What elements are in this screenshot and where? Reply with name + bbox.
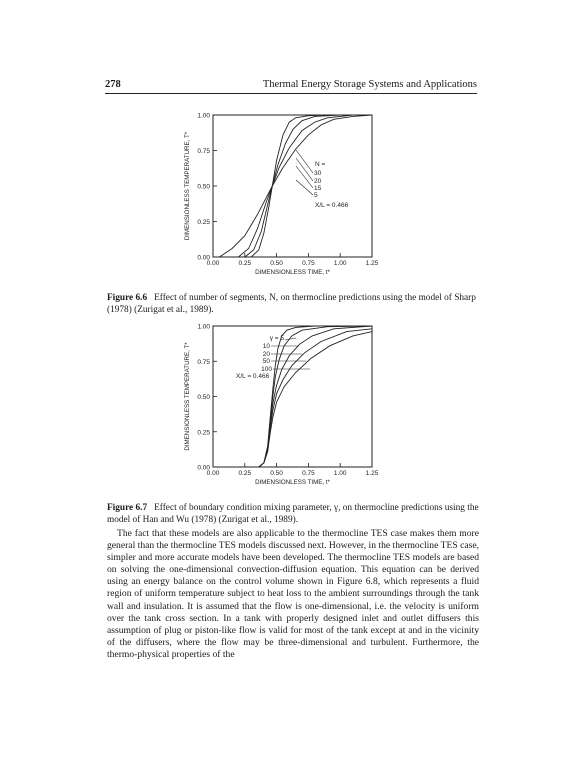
x-tick-label: 0.25 <box>238 470 252 477</box>
series-line-20 <box>213 326 372 467</box>
series-label: 100 <box>261 366 272 373</box>
series-label: 15 <box>314 185 322 192</box>
series-label: 10 <box>262 343 270 350</box>
body-text: The fact that these models are also applicable to the thermocline TES case makes them more general than the thermocline TES models discussed next. However, in the thermocline TES case, simpler and more accurate models have been developed. The thermocline TES models are based on solving the one-dimensional convection-diffusion equation. This equation can be derived using an energy balance on the control volume shown in Figure 6.8, which represents a fluid region of uniform temperature subject to heat loss to the ambient surroundings through the tank wall and insulation. It is assumed that the flow is one-dimensional, i.e. the velocity is uniform over the tank cross section. In a tank with properly designed inlet and outlet diffusers this assumption of plug or piston-like flow is valid for most of the tank except at and in the vicinity of the diffusers, where the flow may be three-dimensional and turbulent. Furthermore, the thermo-physical properties of the <box>107 528 479 660</box>
series-label: 5 <box>314 192 318 199</box>
x-tick-label: 1.25 <box>365 260 379 267</box>
x-tick-label: 1.00 <box>333 260 347 267</box>
running-title: Thermal Energy Storage Systems and Applications <box>262 79 477 90</box>
annotation-note: X/L = 0.466 <box>315 202 349 209</box>
annotation-title: N = <box>315 161 326 168</box>
series-line-5 <box>213 326 372 467</box>
y-tick-label: 1.00 <box>197 112 210 120</box>
caption-text: Effect of boundary condition mixing parameter, γ, on thermocline predictions using the model of Han and Wu (1978) (Zurigat et al., 1989). <box>107 503 479 525</box>
x-axis-label: DIMENSIONLESS TIME, t* <box>255 479 330 486</box>
y-tick-label: 0.00 <box>197 464 210 472</box>
x-tick-label: 0.50 <box>270 260 283 267</box>
y-tick-label: 0.25 <box>197 219 210 226</box>
x-tick-label: 0.75 <box>302 260 315 267</box>
annotation-note: X/L = 0.466 <box>236 373 270 380</box>
series-label: 30 <box>314 170 322 177</box>
y-axis-label: DIMENSIONLESS TEMPERATURE, T* <box>184 131 191 241</box>
series-label: 20 <box>262 351 270 358</box>
x-tick-label: 1.00 <box>333 470 347 477</box>
x-tick-label: 0.50 <box>270 470 283 477</box>
x-tick-label: 0.75 <box>302 470 315 477</box>
y-tick-label: 0.50 <box>197 183 210 191</box>
y-tick-label: 1.00 <box>197 323 210 331</box>
x-tick-label: 0.00 <box>206 260 220 267</box>
series-line-50 <box>213 329 372 467</box>
x-tick-label: 1.25 <box>365 470 379 477</box>
y-tick-label: 0.75 <box>197 148 210 155</box>
y-tick-label: 0.50 <box>197 394 210 401</box>
y-axis-label: DIMENSIONLESS TEMPERATURE, T* <box>184 342 191 451</box>
plot-frame <box>213 326 372 467</box>
body-paragraph <box>107 528 479 661</box>
caption-text: Effect of number of segments, N, on thermocline predictions using the model of Sharp (1978) (Zurigat et al., 1989). <box>107 293 476 315</box>
series-label: 20 <box>314 178 322 185</box>
caption-label: Figure 6.6 <box>107 293 148 303</box>
caption-label: Figure 6.7 <box>107 503 148 513</box>
series-label: 50 <box>262 358 270 365</box>
page-number: 278 <box>105 79 121 90</box>
y-tick-label: 0.75 <box>197 358 210 366</box>
x-tick-label: 0.00 <box>206 470 220 477</box>
y-tick-label: 0.25 <box>197 429 210 437</box>
x-tick-label: 0.25 <box>238 260 252 267</box>
x-axis-label: DIMENSIONLESS TIME, t* <box>255 269 330 276</box>
series-line-10 <box>213 326 372 467</box>
y-tick-label: 0.00 <box>197 254 210 262</box>
series-label: γ = 5 <box>269 335 284 342</box>
figure-6-7-caption <box>107 503 479 526</box>
